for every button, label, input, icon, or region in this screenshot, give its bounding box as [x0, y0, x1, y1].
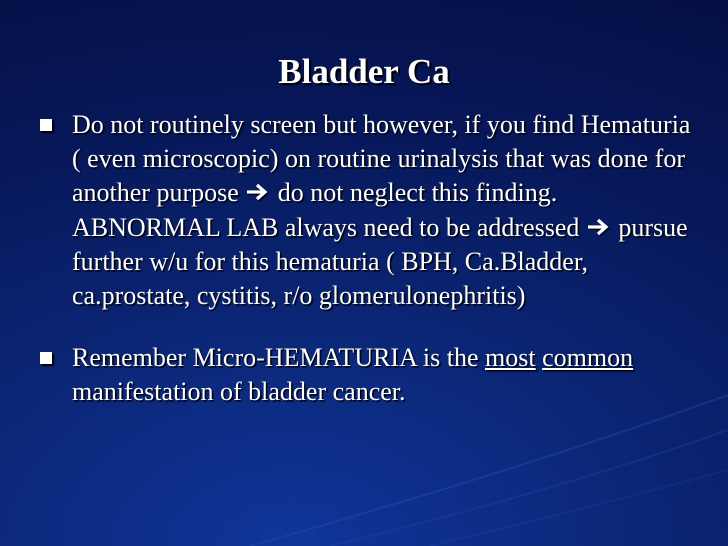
bullet-item-micro-hematuria: [34, 341, 694, 409]
slide-title: Bladder Ca: [278, 52, 450, 91]
bullet-text-part: manifestation of bladder cancer.: [72, 343, 640, 407]
bullet-text-part: do not neglect this finding. ABNORMAL LAB always need to be addressed: [72, 178, 586, 242]
right-arrow-icon: [586, 217, 612, 237]
bullet-text-part: pursue further w/u for this hematuria ( BPH, Ca.Bladder, ca.prostate, cystitis, r/o glomerulonephritis): [72, 212, 695, 311]
bullet-item-screening: [34, 108, 697, 313]
bullet-text-part: Remember Micro-HEMATURIA is the: [72, 343, 486, 373]
square-bullet-icon: [40, 119, 52, 131]
bullet-list: [34, 108, 697, 410]
square-bullet-icon: [40, 352, 52, 364]
bullet-text-part: Do not routinely screen but however, if you find Hematuria ( even microscopic) on routine urinalysis that was done for another purpose: [72, 110, 697, 208]
right-arrow-icon: [245, 182, 271, 202]
underlined-text: common: [542, 343, 634, 373]
underlined-text: most: [485, 343, 536, 373]
